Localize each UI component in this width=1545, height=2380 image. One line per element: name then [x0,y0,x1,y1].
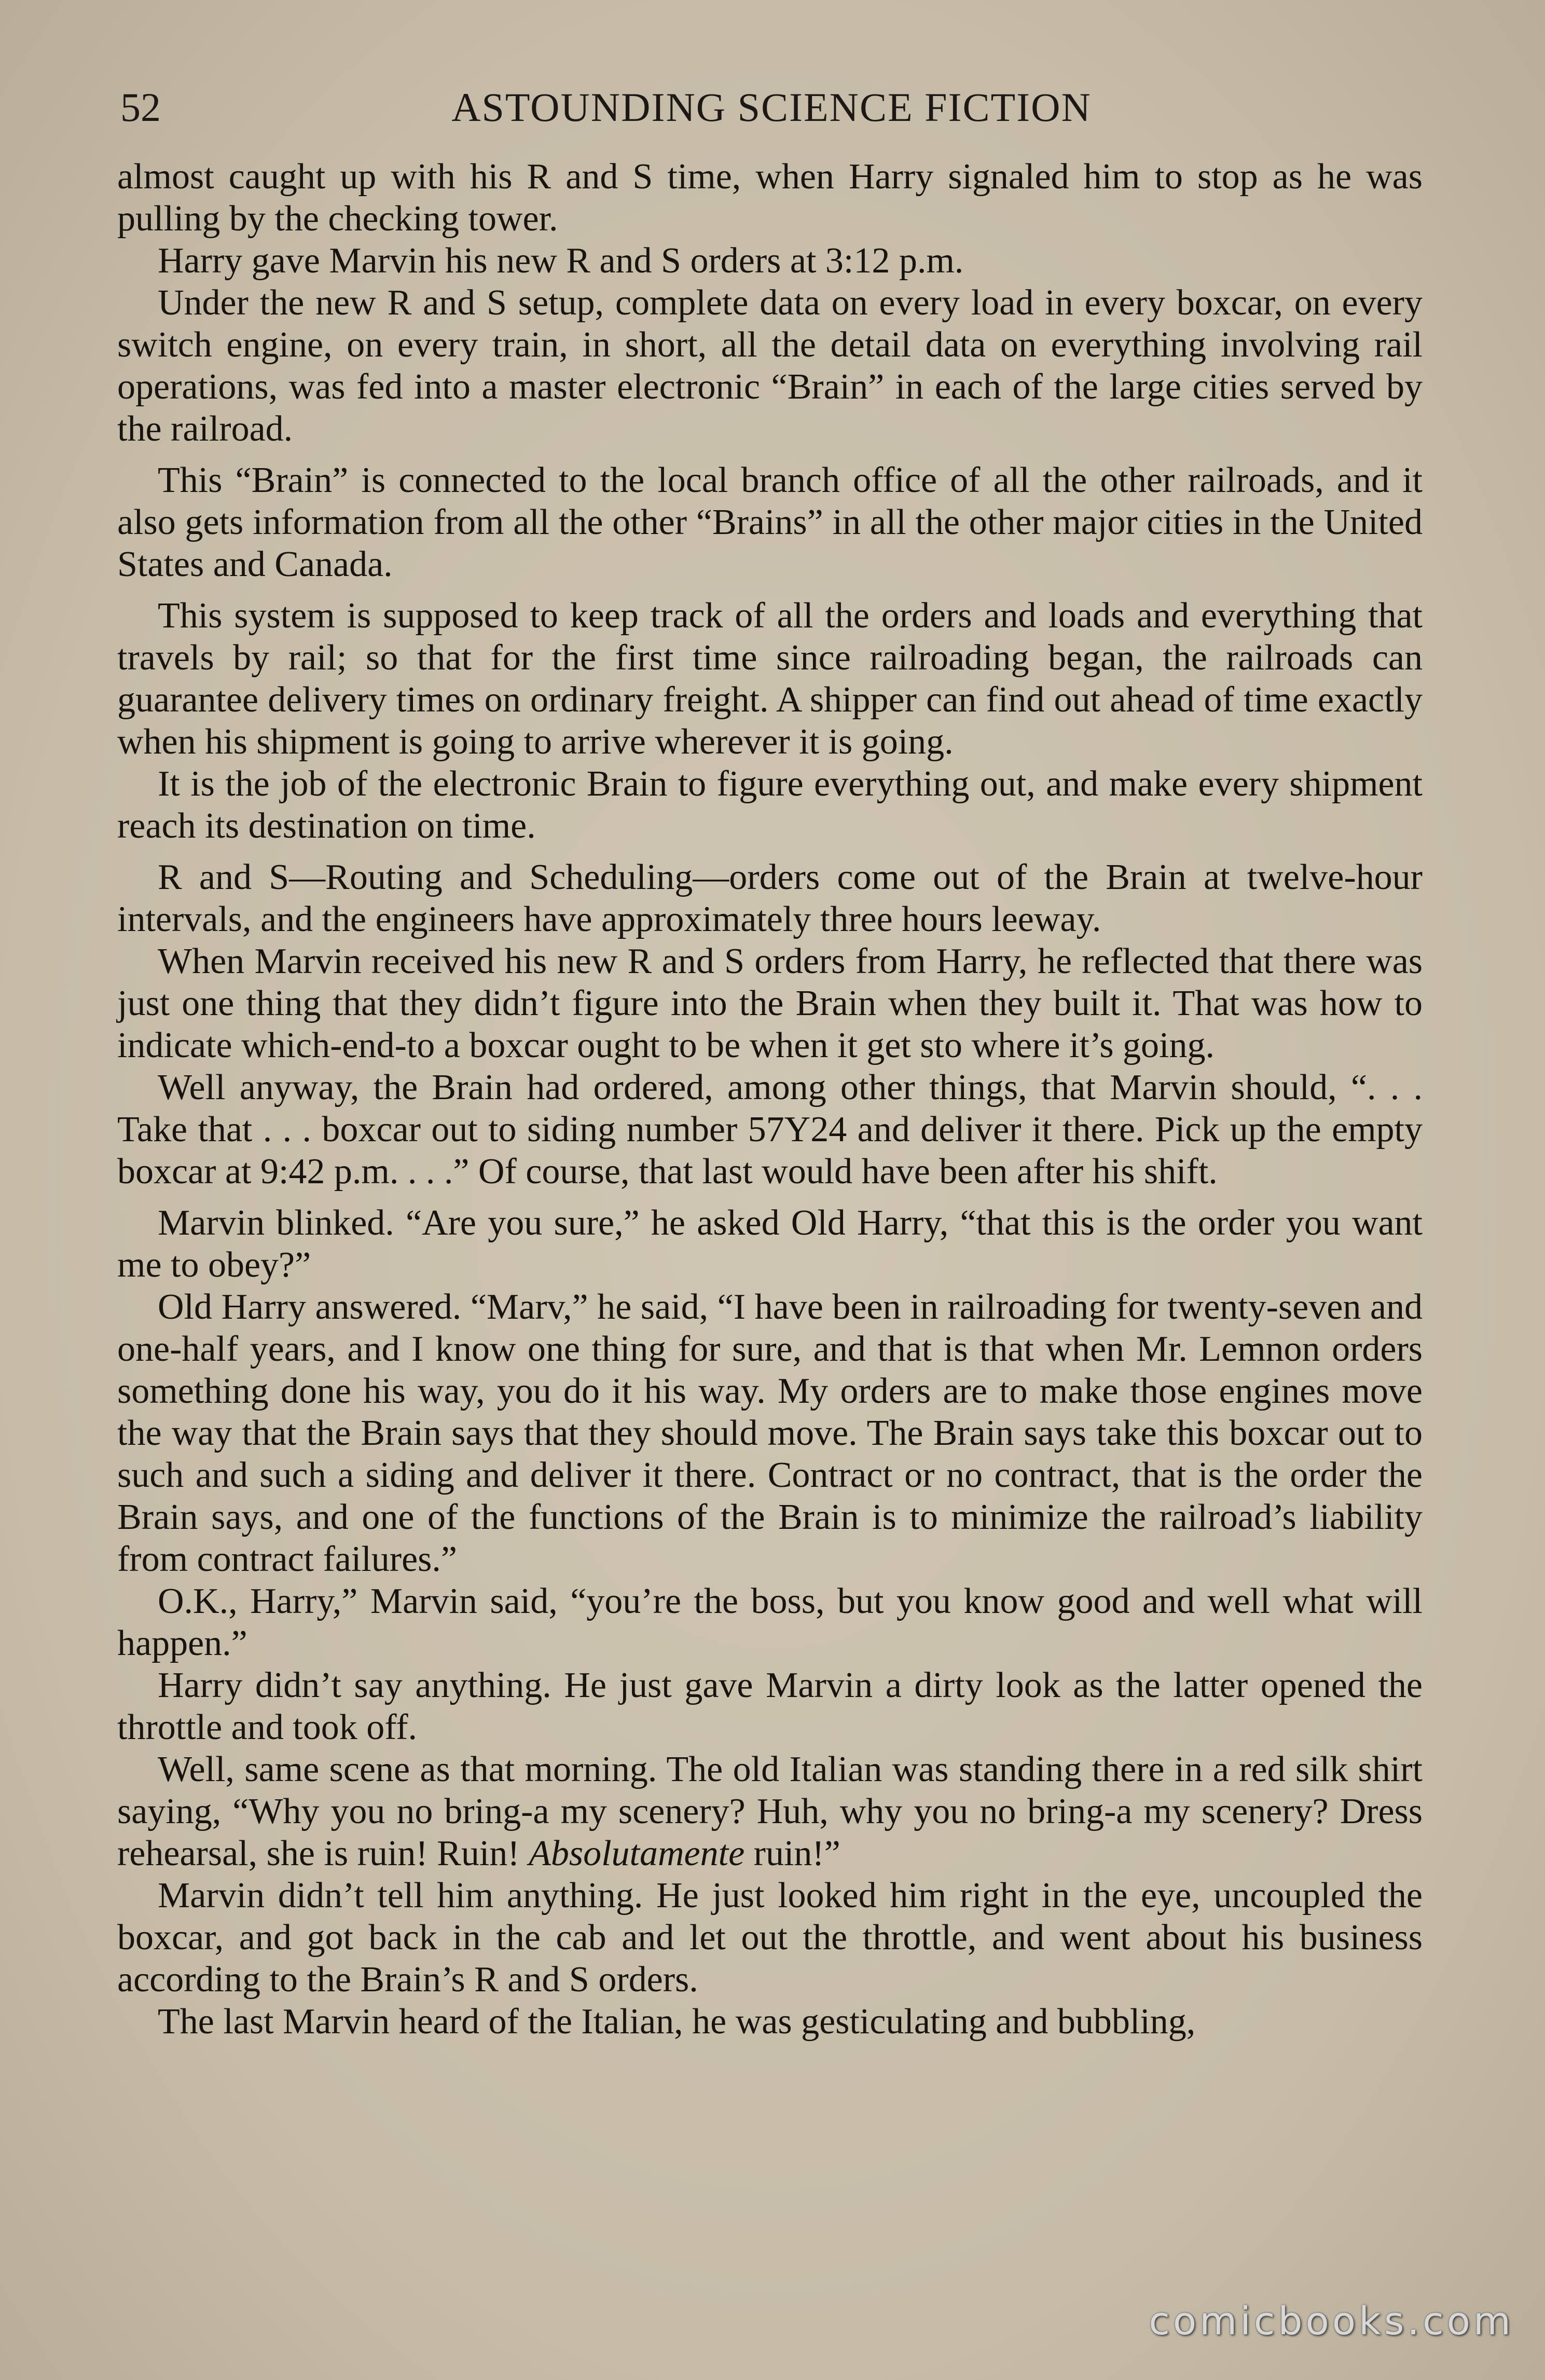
page-number: 52 [120,85,161,130]
story-text [117,156,1423,2043]
paragraph: This system is supposed to keep track of all the orders and loads and everything that travels by rail; so that for the first time since railroading began, the railroads can guarantee delivery times on ordinary freight. A shipper can find out ahead of time exactly when his shipment is going to arrive wherever it is going. [117,596,1423,762]
paragraph-text: ruin!” [744,1834,840,1873]
paragraph-text: Well, same scene as that morning. The old Italian was standing there in a red silk shirt saying, “Why you no bring-a my scenery? Huh, why you no bring-a my scenery? Dress rehearsal, she is ruin! Ruin! [117,1749,1423,1873]
watermark: comicbooks.com [1149,2299,1514,2344]
paragraph [117,1748,1423,1875]
paragraph: Old Harry answered. “Marv,” he said, “I have been in railroading for twenty-seven and one-half years, and I know one thing for sure, and that is that when Mr. Lemnon orders something done his way, you do it his way. My orders are to make those engines move the way that the Brain says that they should move. The Brain says take this boxcar out to such and such a siding and deliver it there. Contract or no contract, that is the order the Brain says, and one of the functions of the Brain is to minimize the railroad’s liability from contract failures.” [117,1287,1423,1579]
paragraph: almost caught up with his R and S time, when Harry signaled him to stop as he was pulling by the checking tower. [117,157,1423,239]
paragraph: The last Marvin heard of the Italian, he was gesticulating and bubbling, [158,2002,1196,2042]
paragraph: Harry gave Marvin his new R and S orders at 3:12 p.m. [158,241,964,281]
paragraph: O.K., Harry,” Marvin said, “you’re the boss, but you know good and well what will happen.” [117,1581,1423,1663]
paragraph: It is the job of the electronic Brain to figure everything out, and make every shipment reach its destination on time. [117,764,1423,846]
paragraph: When Marvin received his new R and S orders from Harry, he reflected that there was just one thing that they didn’t figure into the Brain when they built it. That was how to indicate which-end-to a boxcar ought to be when it get sto where it’s going. [117,941,1423,1065]
paragraph: Marvin blinked. “Are you sure,” he asked Old Harry, “that this is the order you want me to obey?” [117,1203,1423,1285]
paragraph: This “Brain” is connected to the local branch office of all the other railroads, and it also gets information from all the other “Brains” in all the other major cities in the United States and Canada. [117,460,1423,584]
paragraph: R and S—Routing and Scheduling—orders come out of the Brain at twelve-hour intervals, and the engineers have approximately three hours leeway. [117,857,1423,939]
running-title: ASTOUNDING SCIENCE FICTION [451,85,1092,130]
paragraph: Harry didn’t say anything. He just gave Marvin a dirty look as the latter opened the throttle and took off. [117,1665,1423,1747]
paragraph: Marvin didn’t tell him anything. He just looked him right in the eye, uncoupled the boxcar, and got back in the cab and let out the throttle, and went about his business according to the Brain’s R and S orders. [117,1876,1423,2000]
page-header [120,73,1423,140]
paragraph: Well anyway, the Brain had ordered, among other things, that Marvin should, “. . . Take that . . . boxcar out to siding number 57Y24 and deliver it there. Pick up the empty boxcar at 9:42 p.m. . . .” Of course, that last would have been after his shift. [117,1068,1423,1192]
paragraph: Under the new R and S setup, complete data on every load in every boxcar, on every switch engine, on every train, in short, all the detail data on everything involving rail operations, was fed into a master electronic “Brain” in each of the large cities served by the railroad. [117,283,1423,449]
italic-word: Absolutamente [529,1834,745,1873]
